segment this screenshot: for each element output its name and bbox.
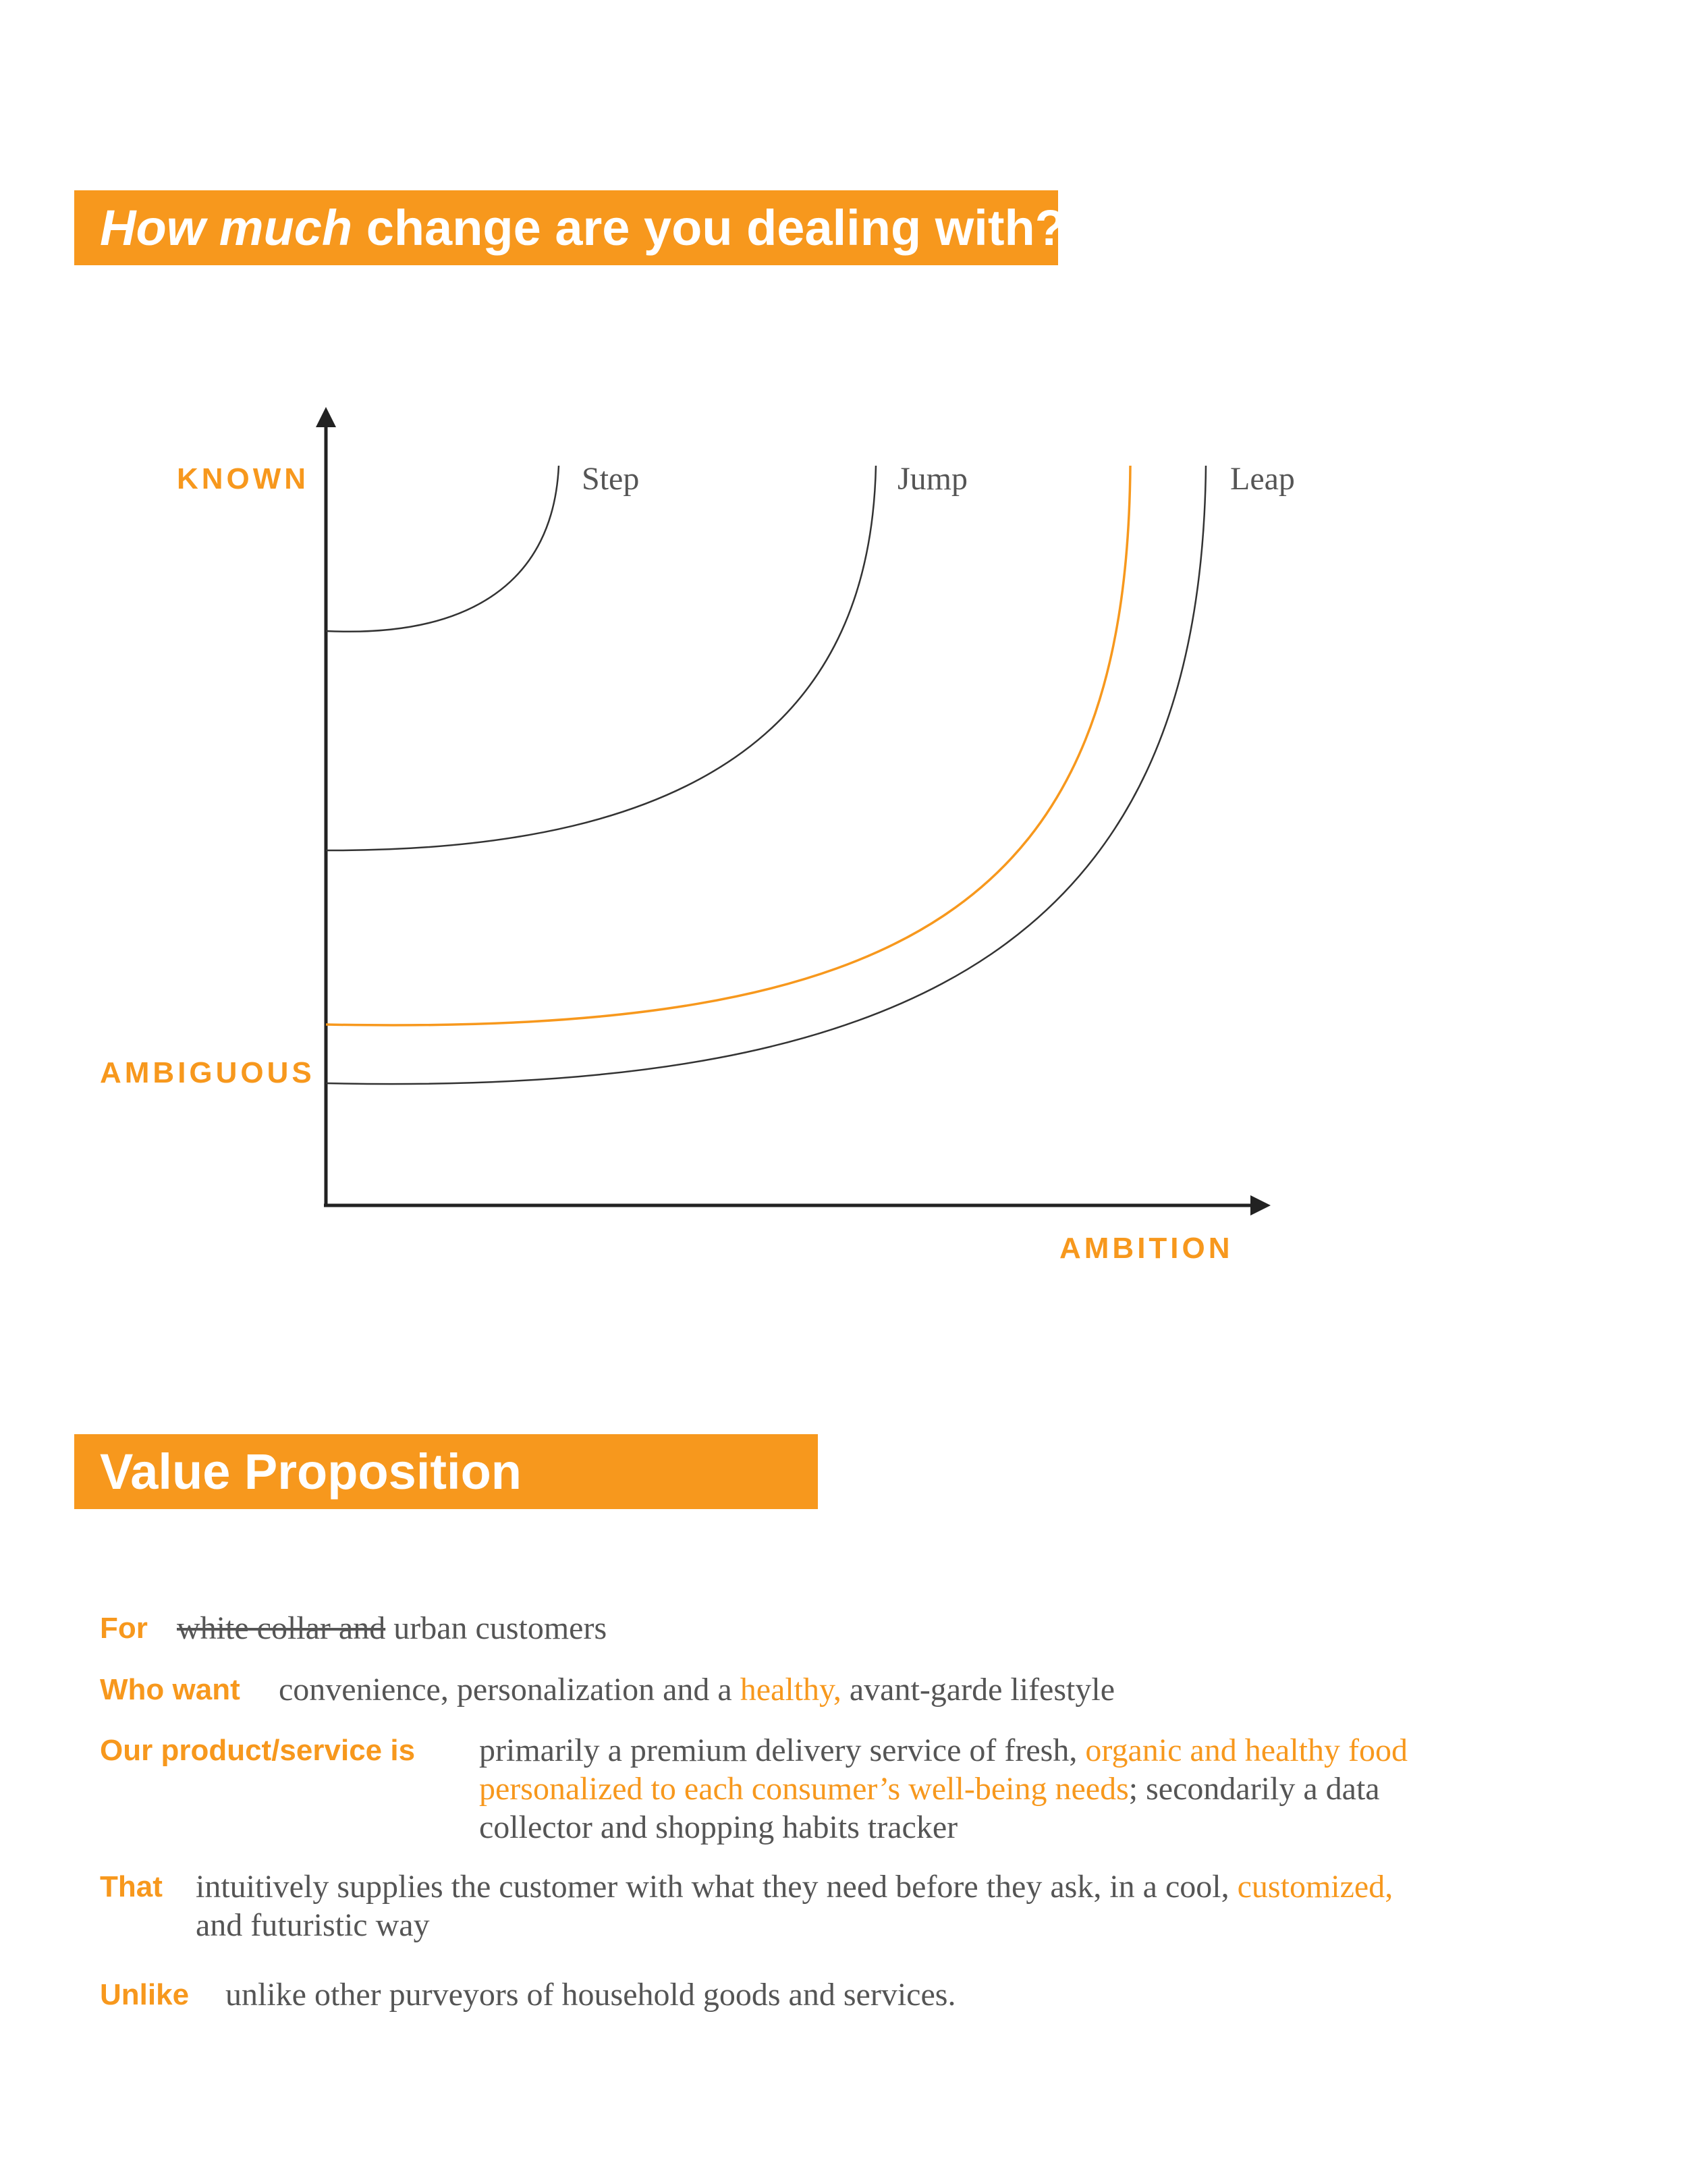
value-proposition-title: Value Proposition: [100, 1444, 522, 1500]
vp-key-who-want: Who want: [100, 1673, 240, 1706]
vp-product-line1-highlight: organic and healthy food: [1085, 1732, 1408, 1768]
vp-that-line-2: and futuristic way: [196, 1907, 430, 1943]
y-axis-top-label: KNOWN: [177, 462, 310, 495]
vp-who-want-highlight: healthy,: [740, 1672, 841, 1708]
vp-product-line-3: collector and shopping habits tracker: [479, 1809, 958, 1845]
vp-that-line-1: [196, 1868, 1393, 1906]
curve-leap: [326, 466, 1206, 1084]
curve-label-jump: Jump: [897, 461, 968, 497]
vp-key-for: For: [100, 1612, 148, 1645]
vp-for-struck: white collar and: [177, 1610, 386, 1646]
vp-product-line-1: [479, 1732, 1408, 1770]
vp-product-line-2: [479, 1770, 1380, 1808]
vp-product-line2-post: ; secondarily a data: [1128, 1771, 1380, 1807]
vp-who-want-pre: convenience, personalization and a: [279, 1672, 740, 1708]
vp-text-who-want: [279, 1671, 1115, 1709]
curve-label-leap: Leap: [1230, 461, 1295, 497]
x-axis-label: AMBITION: [1059, 1232, 1234, 1265]
vp-product-line1-pre: primarily a premium delivery service of fresh,: [479, 1732, 1086, 1768]
y-axis-bottom-label: AMBIGUOUS: [100, 1056, 315, 1089]
vp-who-want-post: avant-garde lifestyle: [841, 1672, 1115, 1708]
value-proposition-banner: [74, 1434, 818, 1509]
vp-that-line1-pre: intuitively supplies the customer with what they need before they ask, in a cool,: [196, 1869, 1238, 1905]
change-header-text: change are you dealing with?: [366, 200, 1066, 256]
change-header-italic: How much: [100, 200, 353, 256]
curve-step: [326, 466, 559, 632]
vp-text-for: [177, 1610, 607, 1647]
vp-key-product: Our product/service is: [100, 1734, 416, 1767]
vp-that-line1-highlight: customized,: [1237, 1869, 1393, 1905]
vp-product-line2-highlight: personalized to each consumer’s well-being needs: [479, 1771, 1129, 1807]
curve-jump: [326, 466, 876, 850]
vp-key-that: That: [100, 1870, 163, 1903]
vp-for-text: urban customers: [385, 1610, 607, 1646]
vp-key-unlike: Unlike: [100, 1978, 190, 2011]
curve-label-step: Step: [582, 461, 640, 497]
vp-text-unlike: unlike other purveyors of household goods and services.: [225, 1977, 956, 2013]
